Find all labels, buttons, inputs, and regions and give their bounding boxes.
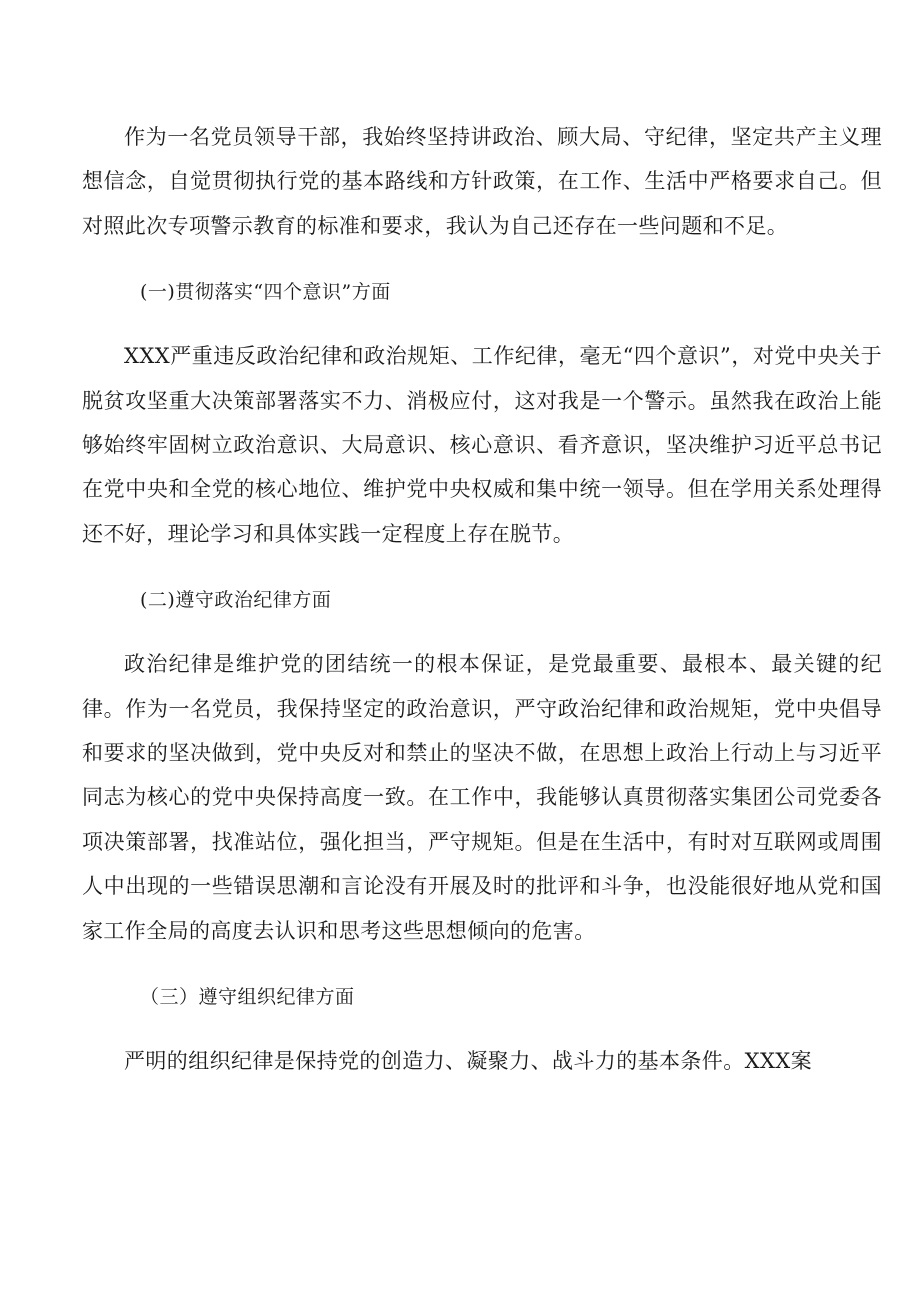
spacer xyxy=(82,248,882,270)
section-heading-1: (一)贯彻落实“四个意识”方面 xyxy=(140,281,391,304)
section-heading-3: （三）遵守组织纪律方面 xyxy=(140,986,355,1009)
spacer xyxy=(82,314,882,334)
section-heading-2: (二)遵守政治纪律方面 xyxy=(140,589,332,612)
paragraph-intro: 作为一名党员领导干部，我始终坚持讲政治、顾大局、守纪律，坚定共产主义理想信念，自觉贯彻执行党的基本路线和方针政策，在工作、生活中严格要求自己。但对照此次专项警示教育的标准和要求，我认为自己还存在一些问题和不足。 xyxy=(82,125,882,238)
spacer xyxy=(82,622,882,642)
spacer xyxy=(82,556,882,578)
paragraph-four-consciousness: XXX严重违反政治纪律和政治规矩、工作纪律，毫无“四个意识”，对党中央关于脱贫攻坚重大决策部署落实不力、消极应付，这对我是一个警示。虽然我在政治上能够始终牢固树立政治意识、大局意识、核心意识、看齐意识，坚决维护习近平总书记在党中央和全党的核心地位、维护党中央权威和集中统一领导。但在学用关系处理得还不好，理论学习和具体实践一定程度上存在脱节。 xyxy=(82,344,882,546)
paragraph-political-discipline: 政治纪律是维护党的团结统一的根本保证，是党最重要、最根本、最关键的纪律。作为一名党员，我保持坚定的政治意识，严守政治纪律和政治规矩，党中央倡导和要求的坚决做到，党中央反对和禁止的坚决不做，在思想上政治上行动上与习近平同志为核心的党中央保持高度一致。在工作中，我能够认真贯彻落实集团公司党委各项决策部署，找准站位，强化担当，严守规矩。但是在生活中，有时对互联网或周围人中出现的一些错误思潮和言论没有开展及时的批评和斗争，也没能很好地从党和国家工作全局的高度去认识和思考这些思想倾向的危害。 xyxy=(82,652,882,943)
spacer xyxy=(82,953,882,975)
document-page xyxy=(82,115,882,1084)
spacer xyxy=(82,1019,882,1039)
paragraph-organizational-discipline: 严明的组织纪律是保持党的创造力、凝聚力、战斗力的基本条件。XXX案 xyxy=(124,1049,813,1074)
